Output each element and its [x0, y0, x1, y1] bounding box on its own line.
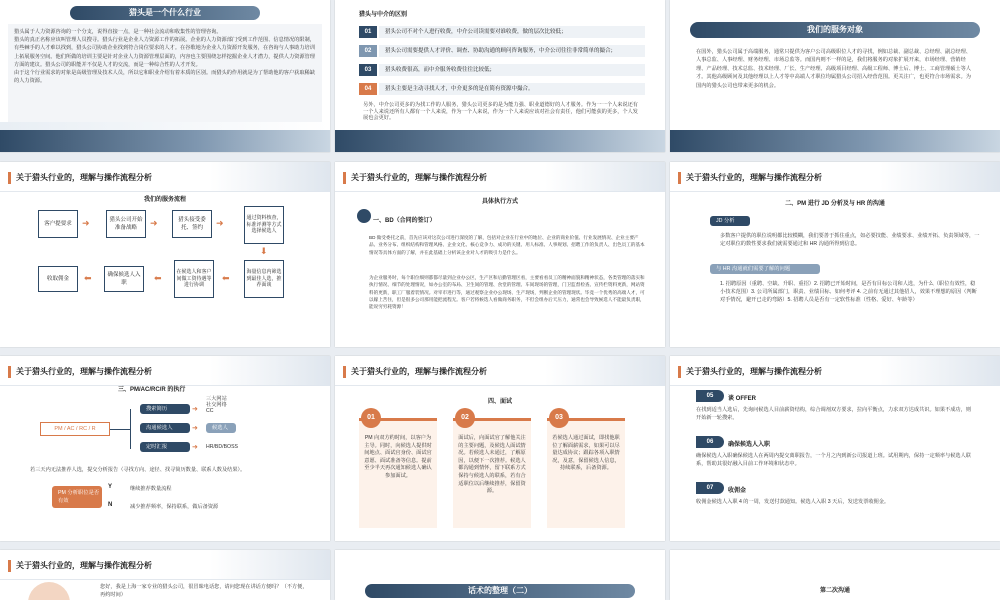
row-text: 猎头公司需要提供人才评价、调查、协助沟通的顾问咨询服务，中介公司往往非常简单的撮合；	[379, 45, 645, 57]
header-accent	[8, 560, 11, 572]
decision-badge: PM 分析职位是否有效	[52, 486, 102, 508]
row-text: 猎头公司不对个人进行收费，中介公司读需要对谁收费，做的层次比较低；	[379, 26, 645, 38]
step-number: 06	[696, 436, 724, 448]
section-title: 三、PM/AC/RC/R 的执行	[118, 387, 186, 393]
header-decoration	[545, 356, 665, 386]
paragraph: 多数客户提供的职位说明都比较模糊，我们要善于抓住重点，如必要技能、业绩要求、业绩开拓、负责领域等，一定对职位的数性要求我们就需要通过和 HR 沟通所得到信息。	[720, 233, 980, 248]
section-heading: 一、BD（合同的签订）	[373, 218, 436, 224]
header-decoration	[210, 356, 330, 386]
slide-header	[0, 356, 330, 386]
arrow-right-icon: ➜	[192, 444, 198, 451]
slide-service-targets[interactable]	[670, 0, 1000, 152]
header-accent	[678, 366, 681, 378]
slide-service-flow[interactable]	[0, 162, 330, 347]
step-card: 若候选人通过面试，即找他职位了解面薪需求，如果可以尽量达成协议；跟踪各项入职情况，及意，保留候选人信息，持续联系，后备资源。	[547, 418, 625, 528]
footer-decoration	[0, 122, 330, 130]
arrow-down-icon: ⬇	[260, 246, 268, 256]
branch-contact-candidate: 沟通候选人	[140, 423, 190, 433]
slide-jd-analysis[interactable]	[670, 162, 1000, 347]
arrow-right-icon: ➜	[192, 406, 198, 413]
section-title: 四、面试	[487, 399, 512, 405]
connector	[110, 429, 130, 430]
arrow-left-icon: ⬅	[154, 273, 162, 283]
slide-offer-steps[interactable]	[670, 356, 1000, 541]
header-decoration	[210, 550, 330, 580]
slide-headhunter-vs-agency[interactable]	[335, 0, 665, 152]
paragraph: 猎头的真正名称应该叫管理人员搜寻。猎头行业是企业人力资源工作的拓展。企业的人力资源部门受到工作范围、信息情况的限制，有些棘手的人才难以找到，猎头公司协助企业找到符合岗位要求的人才。在谷歌地为企业人力资源开发服务，在咨询与人事助力培训上拓展服务空间。他们所做的培训主要是针对企业人力资源管理层面的，内容也主要围绕怎样挖掘企业人才潜力，提供人力资源管理方面的建议。猎头公司的职能并不仅是人才的交流，而是一种综合性的人才开发。	[14, 37, 315, 68]
slide-header	[335, 162, 665, 192]
flow-step: 在候选人和客户间做工资待遇等进行协调	[174, 260, 214, 298]
step-title: 确保候选人入职	[728, 442, 771, 448]
header-accent	[8, 172, 11, 184]
slide-industry-intro[interactable]	[0, 0, 330, 152]
slide-phone-script[interactable]	[0, 550, 330, 600]
slide-header	[0, 550, 330, 580]
paragraph: 1. 招聘原因（重聘、空缺、升职、重招）2. 招聘已开始时间，是否有目标公司和人选，为什么（职位有效性，稳小技术范围）3. 公司所属部门，职责、业绩目标、如何考评 4. 之前有无通过其他招人，效果不理想的原因（判断对手情况，避开已走的弯路）5. 招聘人员是否有一定软性标准（性格、爱好、年龄等）	[720, 281, 977, 304]
step-number: 01	[361, 408, 381, 428]
header-title: 关于猎头行业的，理解与操作流程分析	[16, 367, 152, 376]
flow-step: 猎头接受委托、签约	[172, 210, 212, 238]
row-text: 猎头收费很高，而中介服务收费往往比较低；	[379, 64, 645, 76]
decorative-circle	[28, 582, 70, 600]
connector	[130, 409, 131, 449]
arrow-right-icon: ➜	[192, 425, 198, 432]
leaf: 三大网站	[206, 396, 227, 402]
slide-execution[interactable]	[335, 162, 665, 347]
paragraph: 在国外，猎头公司属于高端服务，通常只提供为客户公司高级职位人才的寻找，例如总裁、副总裁、总经理、副总经理、人事总监、人事经理、财务经理、市场总监等。而国内则不一样的是，我们将服务的对象扩展开来，市场经理、营销经理、产品经理、技术总监、技术经理、厂长、生产经理、高级项目经理、高级工程师、博士后、博士、工商管理硕士等人才。其他高级顾问及其他经理以上人才等中高端人才职位均属猎头公司招入经营范围。更关注广，也更符合市场需求。为国内的猎头公司也带来更多的机会。	[696, 49, 971, 89]
row-number: 01	[359, 26, 377, 38]
step-number: 07	[696, 482, 724, 494]
footer-band	[670, 130, 1000, 152]
paragraph: BD 做受委托之前，首先应该对这次公司进行深度的了解，包括对企业在行业中的地位、企业的商业价值、行业发展情况、企业主要产品、业务分布、组织结构和管理风格、企业文化、核心竞争力、成功的关键、用人标准、人事规划、招聘工作的负责人、出色员工的基本情况等具体方面的了解，并在此基础上分析该企业对人才的吸引力是什么。	[369, 235, 645, 255]
slide-second-call[interactable]	[670, 550, 1000, 600]
flow-step: 猎头公司开始准备战略	[106, 210, 146, 238]
step-title: 谈 OFFER	[728, 396, 756, 402]
footer-band	[335, 130, 665, 152]
header-title: 关于猎头行业的，理解与操作流程分析	[16, 561, 152, 570]
flow-step: 确保候选人入职	[104, 266, 144, 292]
paragraph: 为企业服务时，每个职位细则都都尽量到企业办公区，生产区和后勤管理区看，主要看看员工的精神面貌和精神状态，各类管理的落实和执行情况、细节的处理情况，如办公室的布局、卫生间的管理、食堂的管理、车间现场的管理，门卫监督检查、宣传栏资料更新，网站资料的更新，职工厂服着装情况。对宰市进行等，通过观察企业办公现场、生产现场，判断企业的管理现状。毕竟一个优秀的高端人才，可以嫁上苦住，但是很多公司那用能把流程无。客户若将候选人看做商务职务，不但会组办后天压力，通常也会导致候选人不能最负责职，能说穷穷耗资源！	[369, 275, 645, 310]
flow-step: 客户提要求	[38, 210, 78, 238]
header-title: 关于猎头行业的，理解与操作流程分析	[686, 367, 822, 376]
row-number: 04	[359, 83, 377, 95]
root-node: PM / AC / RC / R	[40, 422, 110, 436]
hr-label: 与 HR 沟通就们需要了解的问题	[710, 264, 820, 274]
slide-subtitle: 猎头与中介的区别	[359, 12, 408, 18]
yes-label: Y	[108, 484, 113, 490]
paragraph: 猎头属于人力资源咨询的一个分支，说得直接一点，是一种社会流动和收集性的管理咨询。	[14, 29, 222, 35]
step-card: PM 向双方约时间，以客户为主导。同时，向候选人提供时间地点、面试官身份、面试官意愿、面试准备等信息。提前至少半天再次通知候选人确认参加面试。	[359, 418, 437, 528]
slide-header	[0, 162, 330, 192]
header-decoration	[880, 162, 1000, 192]
slide-script-summary[interactable]	[335, 550, 665, 600]
step-text: 确保候选人入职确保候选人在两周内提交离职报告，一个月之内到新公司报道上班。试用期内，保持一定频率与候选人联系，帮助其很好融入目前工作环境和状态中。	[696, 453, 971, 468]
header-accent	[678, 172, 681, 184]
arrow-right-icon: ➜	[150, 218, 158, 228]
step-text: 在找到适当人选后，先询问候选人目前薪资结构，综合调剂双方要求，拉向平衡点，力求双方达成共识。如果不成功，则开始新一轮搜索。	[696, 407, 971, 422]
header-decoration	[545, 162, 665, 192]
arrow-left-icon: ⬅	[222, 273, 230, 283]
jd-label: JD 分析	[710, 216, 750, 226]
row-text: 猎头主要是主动寻找人才，中介更多的是在简有资源中撮合。	[379, 83, 645, 95]
header-decoration	[210, 162, 330, 192]
leaf-group	[206, 396, 227, 414]
no-label: N	[108, 502, 113, 508]
step-card: 面试后，向面试官了解他关注的主要问题，及候选人面试情况。若候选人未通过，了解原因，以便下一次推荐。候选人都沟通到情怀，留下联系方式保持与候选人的联系，若有合适职位以后继续推荐，保留资源。	[453, 418, 531, 528]
header-accent	[343, 172, 346, 184]
arrow-right-icon: ➜	[82, 218, 90, 228]
header-accent	[343, 366, 346, 378]
section-title: 二、PM 进行 JD 分析及与 HR 的沟通	[785, 201, 885, 207]
step-number: 02	[455, 408, 475, 428]
slide-title: 我们的服务对象	[690, 22, 980, 38]
section-icon	[357, 209, 371, 223]
header-title: 关于猎头行业的，理解与操作流程分析	[686, 173, 822, 182]
slide-title: 话术的整理（二）	[365, 584, 635, 598]
yes-text: 继续推荐数量流程	[130, 486, 172, 492]
slide-header	[335, 356, 665, 386]
step-number: 03	[549, 408, 569, 428]
paragraph: 您好，我是上海一家专业的猎头公司，很冒昧电话您，请问您现在讲话方便吗？（不方便，再约时间）	[100, 584, 308, 599]
slide-title: 第二次沟通	[819, 588, 850, 594]
leaf: 候选人	[206, 423, 236, 433]
step-text: 收佣金候选人入职 4 的一周，发送付款通知。候选人入职 3 天后，发送发票收佣金。	[696, 499, 890, 505]
header-title: 关于猎头行业的，理解与操作流程分析	[351, 173, 487, 182]
arrow-right-icon: ➜	[216, 218, 224, 228]
header-accent	[8, 366, 11, 378]
note: 另外，中介公司更多的为找工作的人服务，猎头公司更多的是为能力强、职业道德好的人才服务。作为一一个人来说还有一个人来说还所有人都有一个人来说，作为一个人来说，作为一个人来说应该对社会有责任，他们可能获的更多，个人发展也会更好。	[363, 102, 638, 122]
flow-step: 海量信息内筛选到最佳人选，推荐面谈	[244, 260, 284, 298]
slide-title: 猎头是一个什么行业	[70, 6, 260, 20]
slide-interview[interactable]	[335, 356, 665, 541]
step-number: 05	[696, 390, 724, 402]
flow-step: 通过资料核查，标准评测等方式选择候选人	[244, 206, 284, 244]
note: 若三天内无法推荐人选，提交分析报告（寻找方向、途径、找寻简历数量、联系人数及结果）。	[30, 467, 246, 473]
header-decoration	[880, 356, 1000, 386]
header-title: 关于猎头行业的，理解与操作流程分析	[16, 173, 152, 182]
no-text: 减少推荐频率，保持联系，做后备资源	[130, 504, 219, 510]
header-title: 关于猎头行业的，理解与操作流程分析	[351, 367, 487, 376]
slide-header	[670, 162, 1000, 192]
step-title: 收佣金	[728, 488, 747, 494]
row-number: 03	[359, 64, 377, 76]
leaf: HR/BD/BOSS	[206, 444, 238, 450]
section-title: 具体执行方式	[481, 199, 518, 205]
flow-title: 我们的服务流程	[143, 197, 186, 203]
branch-search-resume: 搜索简历	[140, 404, 190, 414]
paragraph: 由于这个行业需求的对象是高级管理及技术人员，所以它和职业介绍有着本质的区别。而猎头的作用就是为了帮助他的客户获取稀缺的人力资源。	[14, 70, 315, 85]
leaf: CC	[206, 408, 214, 414]
arrow-left-icon: ⬅	[84, 273, 92, 283]
slide-header	[670, 356, 1000, 386]
flow-step: 收取佣金	[38, 266, 78, 292]
branch-report: 定时汇报	[140, 442, 190, 452]
row-number: 02	[359, 45, 377, 57]
leaf: 社交网络	[206, 402, 227, 408]
slide-pm-execution[interactable]	[0, 356, 330, 541]
footer-band	[0, 130, 330, 152]
